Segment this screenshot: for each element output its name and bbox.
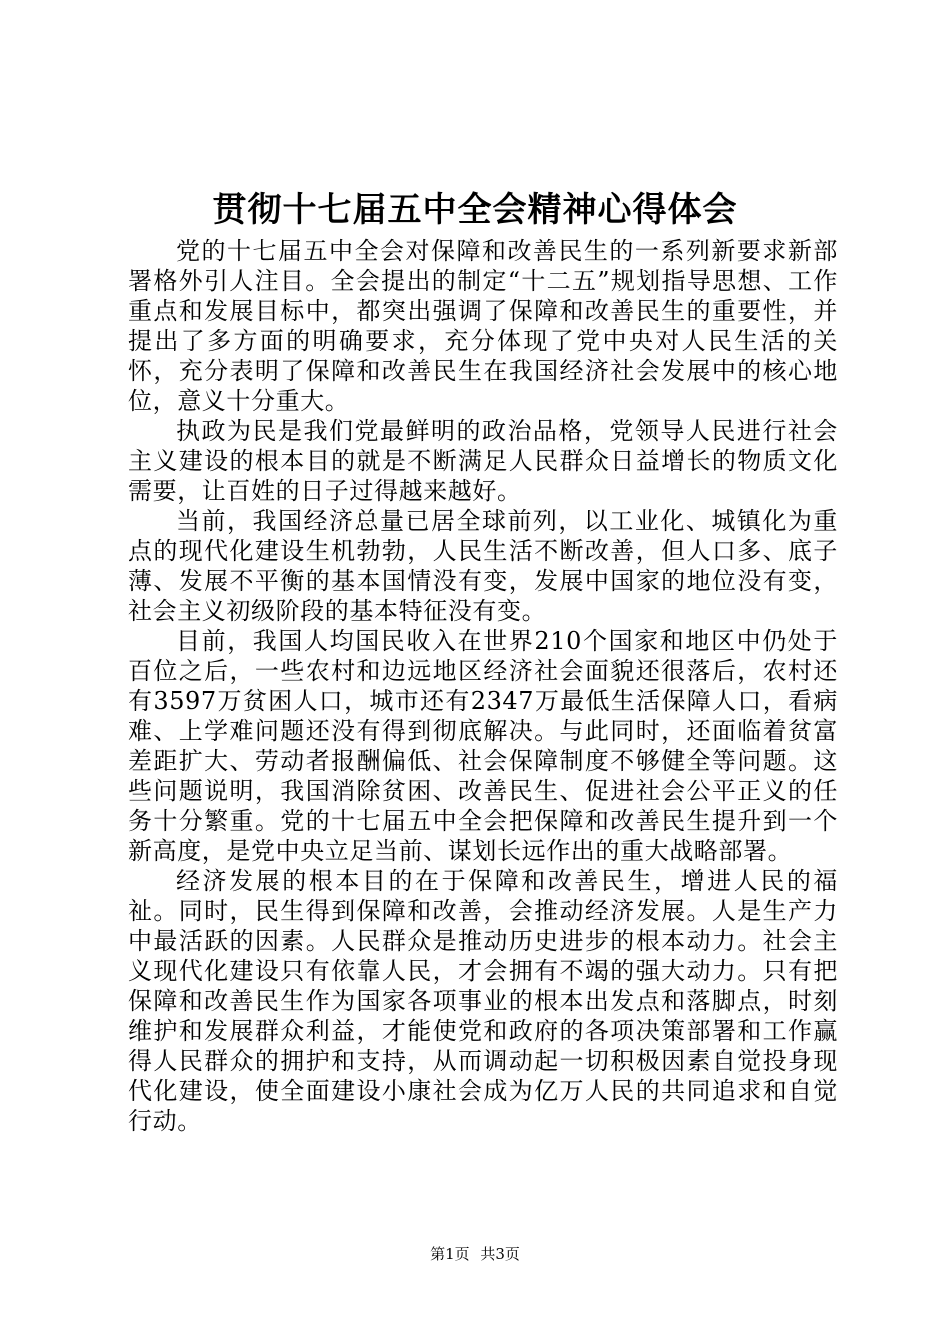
paragraph-3: 当前，我国经济总量已居全球前列，以工业化、城镇化为重点的现代化建设生机勃勃，人民生活不断改善，但人口多、底子薄、发展不平衡的基本国情没有变，发展中国家的地位没有变，社会主义初级阶段的基本特征没有变。 bbox=[128, 507, 838, 625]
document-title: 贯彻十七届五中全会精神心得体会 bbox=[212, 190, 738, 230]
page-total: 共3页 bbox=[480, 1245, 520, 1263]
paragraph-5: 经济发展的根本目的在于保障和改善民生，增进人民的福祉。同时，民生得到保障和改善，会推动经济发展。人是生产力中最活跃的因素。人民群众是推动历史进步的根本动力。社会主义现代化建设只有依靠人民，才会拥有不竭的强大动力。只有把保障和改善民生作为国家各项事业的根本出发点和落脚点，时刻维护和发展群众利益，才能使党和政府的各项决策部署和工作赢得人民群众的拥护和支持，从而调动起一切积极因素自觉投身现代化建设，使全面建设小康社会成为亿万人民的共同追求和自觉行动。 bbox=[128, 867, 838, 1135]
document-body bbox=[128, 236, 838, 1136]
paragraph-2: 执政为民是我们党最鲜明的政治品格，党领导人民进行社会主义建设的根本目的就是不断满足人民群众日益增长的物质文化需要，让百姓的日子过得越来越好。 bbox=[128, 417, 838, 505]
paragraph-4: 目前，我国人均国民收入在世界210个国家和地区中仍处于百位之后，一些农村和边远地区经济社会面貌还很落后，农村还有3597万贫困人口，城市还有2347万最低生活保障人口，看病难、上学难问题还没有得到彻底解决。与此同时，还面临着贫富差距扩大、劳动者报酬偏低、社会保障制度不够健全等问题。这些问题说明，我国消除贫困、改善民生、促进社会公平正义的任务十分繁重。党的十七届五中全会把保障和改善民生提升到一个新高度，是党中央立足当前、谋划长远作出的重大战略部署。 bbox=[128, 627, 838, 865]
page-footer bbox=[0, 1244, 950, 1264]
paragraph-1: 党的十七届五中全会对保障和改善民生的一系列新要求新部署格外引人注目。全会提出的制定“十二五”规划指导思想、工作重点和发展目标中，都突出强调了保障和改善民生的重要性，并提出了多方面的明确要求，充分体现了党中央对人民生活的关怀，充分表明了保障和改善民生在我国经济社会发展中的核心地位，意义十分重大。 bbox=[128, 237, 838, 415]
page-number: 第1页 bbox=[430, 1245, 470, 1263]
